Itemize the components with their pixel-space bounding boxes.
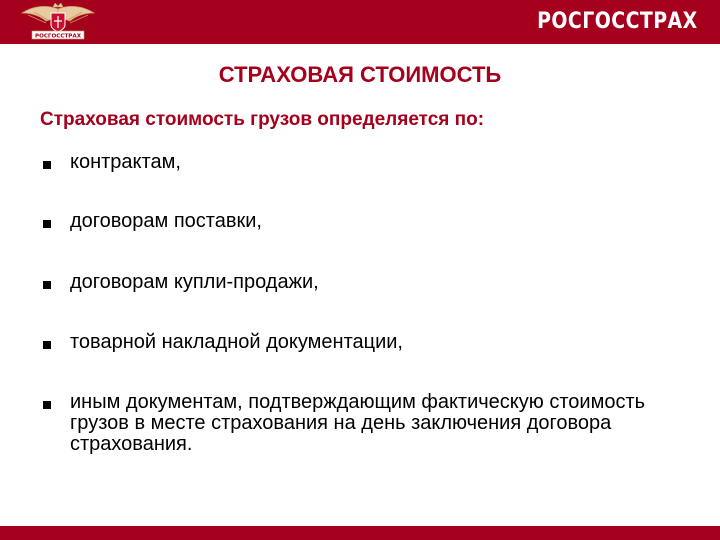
footer-bar — [0, 526, 720, 540]
header-bar — [0, 0, 720, 44]
brand-logo-text: РОСГОССТРАХ — [537, 9, 698, 34]
page-title: СТРАХОВАЯ СТОИМОСТЬ — [218, 62, 502, 87]
list-item — [40, 211, 680, 232]
list-item-text: контрактам, — [70, 151, 181, 173]
list-item-text: договорам поставки, — [70, 210, 262, 232]
square-bullet-icon — [43, 220, 51, 228]
list-item — [40, 152, 680, 173]
square-bullet-icon — [43, 341, 51, 349]
subtitle: Страховая стоимость грузов определяется по: — [40, 109, 485, 130]
eagle-emblem-icon — [18, 3, 98, 41]
emblem-label: РОСГОССТРАХ — [34, 33, 82, 40]
list-item — [40, 392, 680, 455]
square-bullet-icon — [43, 161, 51, 169]
square-bullet-icon — [43, 281, 51, 289]
list-item-text: иным документам, подтверждающим фактическую стоимость грузов в месте страхования на день заключения договора страхования. — [70, 391, 646, 455]
list-item-text: договорам купли-продажи, — [70, 271, 319, 293]
list-item-text: товарной накладной документации, — [70, 331, 403, 353]
list-item — [40, 272, 680, 293]
square-bullet-icon — [43, 401, 51, 409]
list-item — [40, 332, 680, 353]
